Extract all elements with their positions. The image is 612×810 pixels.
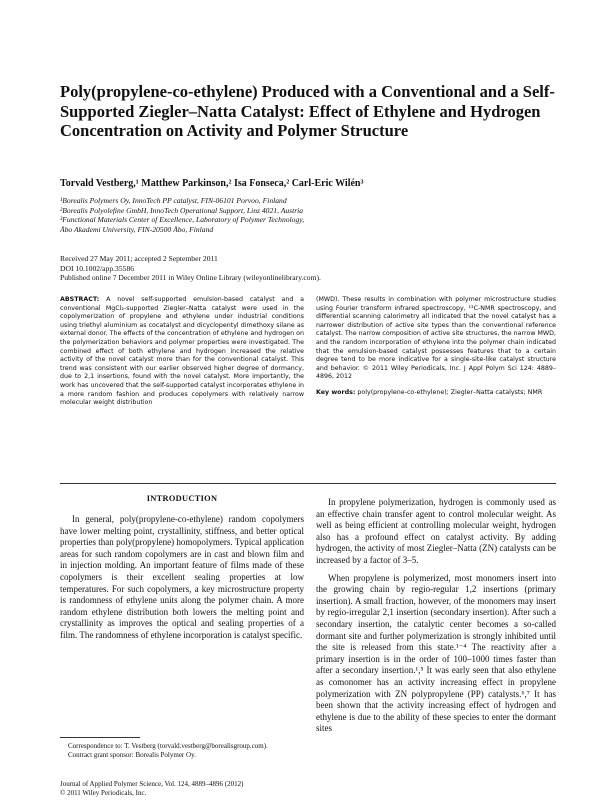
section-heading: INTRODUCTION — [146, 494, 218, 503]
section-divider — [60, 483, 556, 484]
body-paragraph: In propylene polymerization, hydrogen is commonly used as an effective chain transfer agent to control molecular weight. As well as being efficient at controlling molecular weight, hydrogen also has a profound effect on catalyst activity. By adding hydrogen, the activity of most Ziegler–Natta (ZN) catalysts can be increased by a factor of 3–5. — [316, 497, 556, 565]
body-column-left — [60, 514, 304, 642]
publication-dates — [60, 254, 540, 283]
affiliation-line: ³Functional Materials Center of Excellence, Laboratory of Polymer Technology, — [60, 215, 305, 225]
journal-citation: Journal of Applied Polymer Science, Vol. 124, 4889–4896 (2012) — [60, 780, 244, 788]
article-title: Poly(propylene-co-ethylene) Produced with a Conventional and a Self-Supported Ziegler–Natta Catalyst: Effect of Ethylene and Hydrogen Concentration on Activity and Polymer Structure — [60, 82, 555, 140]
body-paragraph: In general, poly(propylene-co-ethylene) random copolymers have lower melting point, crystallinity, stiffness, and better optical properties than poly(propylene) homopolymers. Typical application areas for such random copolymers are in cast and blown film and in injection molding. An important feature of films made of these copolymers is their excellent sealing properties at low temperatures. For such copolymers, a key microstructure property is randomness of ethylene units along the polymer chain. A more random ethylene distribution both lowers the melting point and crystallinity as improves the optical and sealing properties of a film. The randomness of ethylene incorporation is catalyst specific. — [60, 514, 304, 640]
affiliation-line: ²Borealis Polyolefine GmbH, InnoTech Operational Support, Linz 4021, Austria — [60, 205, 304, 215]
footnotes — [60, 742, 304, 760]
body-paragraph: When propylene is polymerized, most monomers insert into the growing chain by regio-regular 1,2 insertions (primary insertion). A small fraction, however, of the monomers may insert by regio-irregular 2,1 insertion (secondary insertion). After such a secondary insertion, the catalytic center becomes a so-called dormant site and further polymerization is strongly inhibited until the site is released from this state.¹⁻⁴ The reactivity after a primary insertion is in the order of 100–1000 times faster than after a secondary insertion.¹,⁵ It was early seen that also ethylene as comonomer has an activity increasing effect in propylene polymerization with ZN polypropylene (PP) catalysts.⁶,⁷ It has been shown that the activity increasing effect of hydrogen and ethylene is due to the ability of these species to enter the dormant sites — [316, 572, 556, 734]
abstract-left — [60, 296, 304, 408]
affiliations — [60, 196, 480, 234]
author-list: Torvald Vestberg,¹ Matthew Parkinson,² Isa Fonseca,² Carl-Eric Wilén³ — [60, 178, 364, 189]
correspondence-note: Correspondence to: T. Vestberg (torvald.vestberg@borealisgroup.com). — [68, 742, 268, 750]
keywords-text: poly(propylene-co-ethylene); Ziegler–Natta catalysts; NMR — [357, 388, 543, 396]
affiliation-line: Åbo Akademi University, FIN-20500 Åbo, Finland — [60, 224, 214, 234]
affiliation-line: ¹Borealis Polymers Oy, InnoTech PP catalyst, FIN-06101 Porvoo, Finland — [60, 196, 287, 205]
body-column-right — [316, 497, 556, 735]
keywords-label: Key words: — [316, 388, 356, 396]
keywords — [316, 389, 556, 398]
copyright: © 2011 Wiley Periodicals, Inc. — [60, 788, 147, 797]
abstract-label: ABSTRACT: — [60, 296, 100, 303]
abstract-text-right: (MWD). These results in combination with polymer microstructure studies using Fourier transform infrared spectroscopy, ¹³C-NMR spectroscopy, and differential scanning calorimetry all indicated that the novel catalyst has a narrower distribution of active site types than the conventional reference catalyst. The narrow composition of active site structures, the narrow MWD, and the random incorporation of ethylene into the polymer chain indicated that the emulsion-based catalyst possesses features that to a certain degree tend to be more indicative for a single-site-like catalyst structure and behavior. © 2011 Wiley Periodicals, Inc. J Appl Polym Sci 124: 4889–4896, 2012 — [316, 296, 556, 381]
published-online: Published online 7 December 2011 in Wiley Online Library (wileyonlinelibrary.com). — [60, 273, 321, 283]
grant-note: Contract grant sponsor: Borealis Polymer Oy. — [68, 750, 196, 759]
received-date: Received 27 May 2011; accepted 2 September 2011 — [60, 254, 218, 263]
doi: DOI 10.1002/app.35586 — [60, 263, 135, 273]
footnote-divider — [60, 737, 140, 738]
abstract-right — [316, 296, 556, 398]
abstract-text-left: A novel self-supported emulsion-based catalyst and a conventional MgCl₂-supported Ziegler–Natta catalyst were used in the copolymerization of propylene and ethylene under industrial conditions using triethyl aluminium as cocatalyst and dicyclopentyl dimethoxy silane as external donor. The effects of the concentration of ethylene and hydrogen on the polymerization behaviors and polymer properties were investigated. The combined effect of both ethylene and hydrogen increased the relative activity of the novel catalyst more than for the conventional catalyst. This trend was consistent with our earlier observed higher degree of dormancy, due to 2,1 insertions, found with the novel catalyst. More importantly, the work has uncovered that the self-supported catalyst incorporates ethylene in a more random fashion and produces copolymers with relatively narrow molecular weight distribution — [60, 296, 304, 407]
journal-info — [60, 780, 304, 798]
